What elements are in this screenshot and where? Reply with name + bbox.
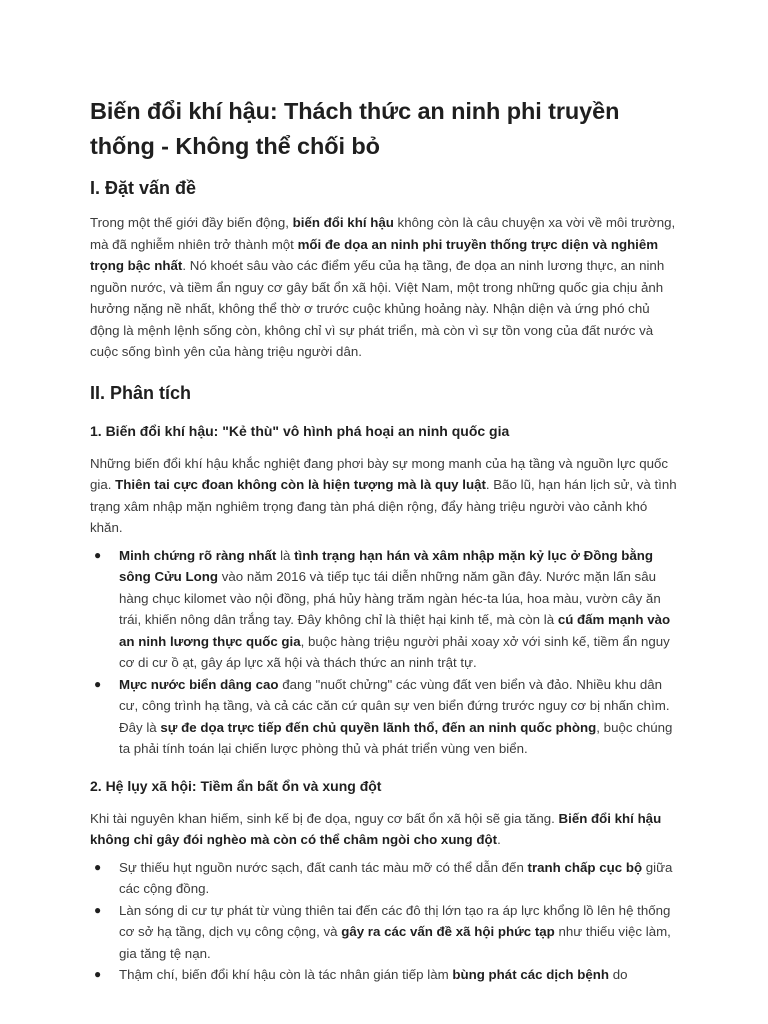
list-item (90, 674, 682, 760)
subsection-heading-2: 2. Hệ lụy xã hội: Tiềm ẩn bất ổn và xung đột (90, 777, 382, 794)
text-run: Sự thiếu hụt nguồn nước sạch, đất canh tác màu mỡ có thể dẫn đến (119, 859, 528, 875)
list-item (90, 964, 682, 986)
text-run: Khi tài nguyên khan hiếm, sinh kế bị đe dọa, nguy cơ bất ổn xã hội sẽ gia tăng. (90, 810, 559, 826)
text-run: như thiếu việc làm, gia tăng tệ nạn. (119, 924, 671, 961)
text-run: không còn là câu chuyện xa vời về môi trường, mà đã nghiễm nhiên trở thành một (90, 215, 676, 252)
bullet-icon: ● (94, 547, 102, 562)
bullet-icon: ● (94, 967, 102, 981)
document-title: Biến đổi khí hậu: Thách thức an ninh phi truyền thống - Không thể chối bỏ (90, 98, 620, 159)
bullet-list-1 (90, 545, 682, 760)
section-heading-intro: I. Đặt vấn đề (90, 178, 197, 198)
bold-run: Minh chứng rõ ràng nhất (119, 547, 277, 563)
subsection-2-paragraph (90, 808, 682, 851)
bold-run: biến đổi khí hậu (292, 215, 394, 230)
bold-run: mối đe dọa an ninh phi truyền thống trực diện và nghiêm trọng bậc nhất (90, 236, 659, 273)
bold-run: gây ra các vấn đề xã hội phức tạp (341, 924, 555, 939)
text-run: Thậm chí, biến đổi khí hậu còn là tác nhân gián tiếp làm (119, 967, 453, 982)
bold-run: Thiên tai cực đoan không còn là hiện tượng mà là quy luật (115, 477, 486, 492)
text-run: do (609, 967, 628, 982)
text-run: Trong một thế giới đầy biến động, (90, 215, 293, 230)
bullet-icon: ● (94, 902, 102, 917)
bold-run: Biến đổi khí hậu không chỉ gây đói nghèo mà còn có thể châm ngòi cho xung đột (90, 810, 662, 847)
text-run: là (276, 547, 295, 563)
text-run: . Bão lũ, hạn hán lịch sử, và tình trạng xâm nhập mặn nghiêm trọng đang tàn phá diện rộng, đẩy hàng triệu người vào cảnh khó khăn. (90, 477, 677, 535)
list-item (90, 857, 682, 900)
bold-run: bùng phát các dịch bệnh (452, 967, 609, 982)
text-run: . Nó khoét sâu vào các điểm yếu của hạ tầng, đe dọa an ninh lương thực, an ninh nguồn nước, và tiềm ẩn nguy cơ gây bất ổn xã hội. Việt Nam, một trong những quốc gia chịu ảnh hưởng nặng nề nhất, không thể thờ ơ trước cuộc khủng hoảng này. Nhận diện và ứng phó chủ động là mệnh lệnh sống còn, không chỉ vì sự phát triển, mà còn vì sự tồn vong của đất nước và cuộc sống bình yên của hàng triệu người dân. (90, 258, 665, 359)
subsection-1-paragraph (90, 453, 682, 539)
bold-run: tranh chấp cục bộ (527, 859, 643, 875)
bullet-icon: ● (94, 676, 102, 691)
bold-run: tình trạng hạn hán và xâm nhập mặn kỷ lục ở Đồng bằng sông Cửu Long (119, 547, 654, 584)
text-run: vào năm 2016 và tiếp tục tái diễn những năm gần đây. Nước mặn lấn sâu hàng chục kilomet vào nội đồng, phá hủy hàng trăm ngàn héc-ta lúa, hoa màu, vườn cây ăn trái, khiến nông dân trắng tay. Đây không chỉ là thiệt hại kinh tế, mà còn là (119, 569, 661, 627)
intro-paragraph (90, 212, 682, 363)
section-heading-analysis: II. Phân tích (90, 382, 192, 403)
text-run: giữa các cộng đồng. (119, 859, 673, 896)
bullet-list-2 (90, 857, 682, 986)
bullet-icon: ● (94, 859, 102, 874)
bold-run: cú đấm mạnh vào an ninh lương thực quốc gia (119, 612, 671, 649)
text-run: Những biến đổi khí hậu khắc nghiệt đang phơi bày sự mong manh của hạ tầng và nguồn lực quốc gia. (90, 455, 669, 492)
list-item (90, 545, 682, 674)
bold-run: Mực nước biển dâng cao (119, 676, 279, 692)
text-run: , buộc chúng ta phải tính toán lại chiến lược phòng thủ và phát triển vùng ven biển. (119, 719, 673, 756)
text-run: , buộc hàng triệu người phải xoay xở với sinh kế, tiềm ẩn nguy cơ di cư ồ ạt, gây áp lực xã hội và thách thức an ninh trật tự. (119, 633, 670, 670)
list-item (90, 900, 682, 965)
subsection-heading-1: 1. Biến đổi khí hậu: "Kẻ thù" vô hình phá hoại an ninh quốc gia (90, 422, 510, 439)
bold-run: sự đe dọa trực tiếp đến chủ quyền lãnh thổ, đến an ninh quốc phòng (160, 719, 597, 735)
text-run: . (497, 832, 501, 847)
text-run: đang "nuốt chửng" các vùng đất ven biển và đảo. Nhiều khu dân cư, công trình hạ tầng, và cả các căn cứ quân sự ven biển đứng trước nguy cơ bị nhấn chìm. Đây là (119, 676, 670, 735)
text-run: Làn sóng di cư tự phát từ vùng thiên tai đến các đô thị lớn tạo ra áp lực khổng lồ lên hệ thống cơ sở hạ tầng, dịch vụ công cộng, và (119, 902, 671, 939)
